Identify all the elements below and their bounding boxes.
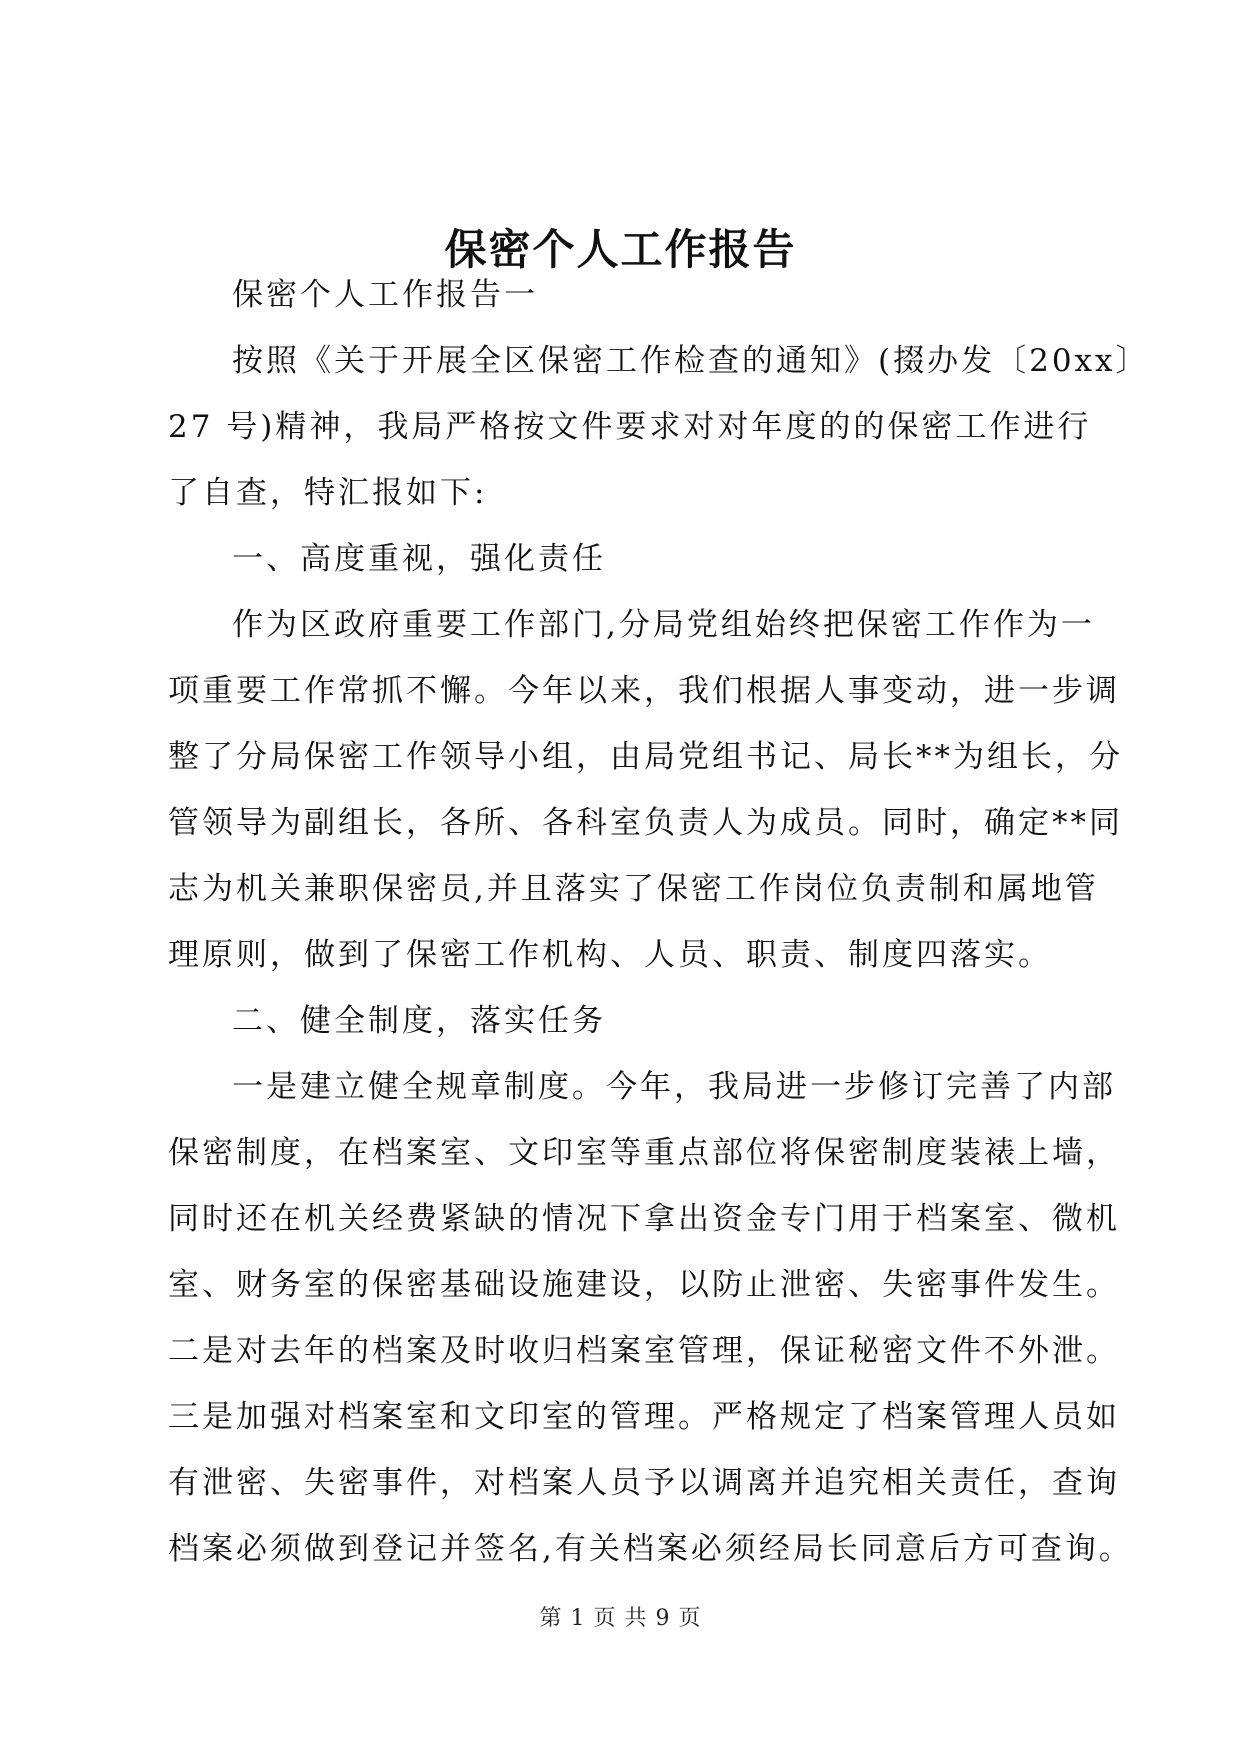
body-line: 27 号)精神，我局严格按文件要求对对年度的的保密工作进行 bbox=[168, 409, 1092, 445]
body-line: 了自查，特汇报如下: bbox=[168, 475, 488, 511]
document-title: 保密个人工作报告 bbox=[444, 225, 797, 274]
document-body bbox=[168, 262, 1150, 1582]
body-line: 档案必须做到登记并签名,有关档案必须经局长同意后方可查询。 bbox=[168, 1531, 1133, 1567]
section-heading: 二、健全制度，落实任务 bbox=[232, 1003, 606, 1039]
body-line: 保密个人工作报告一 bbox=[232, 277, 538, 313]
body-line: 项重要工作常抓不懈。今年以来，我们根据人事变动，进一步调 bbox=[168, 673, 1120, 709]
body-line: 整了分局保密工作领导小组，由局党组书记、局长**为组长，分 bbox=[168, 739, 1123, 775]
body-line: 管领导为副组长，各所、各科室负责人为成员。同时，确定**同 bbox=[168, 805, 1123, 841]
body-line: 室、财务室的保密基础设施建设，以防止泄密、失密事件发生。 bbox=[168, 1267, 1120, 1303]
body-line: 作为区政府重要工作部门,分局党组始终把保密工作作为一 bbox=[232, 607, 1095, 643]
body-line: 保密制度，在档案室、文印室等重点部位将保密制度装裱上墙， bbox=[168, 1135, 1120, 1171]
body-line: 二是对去年的档案及时收归档案室管理，保证秘密文件不外泄。 bbox=[168, 1333, 1120, 1369]
body-line: 三是加强对档案室和文印室的管理。严格规定了档案管理人员如 bbox=[168, 1399, 1120, 1435]
body-line: 同时还在机关经费紧缺的情况下拿出资金专门用于档案室、微机 bbox=[168, 1201, 1120, 1237]
body-line: 按照《关于开展全区保密工作检查的通知》(掇办发〔20xx〕 bbox=[232, 343, 1150, 379]
body-line: 一是建立健全规章制度。今年，我局进一步修订完善了内部 bbox=[232, 1069, 1116, 1105]
body-line: 志为机关兼职保密员,并且落实了保密工作岗位负责制和属地管 bbox=[168, 871, 1099, 907]
body-line: 理原则，做到了保密工作机构、人员、职责、制度四落实。 bbox=[168, 937, 1052, 973]
page-footer: 第 1 页 共 9 页 bbox=[539, 1606, 702, 1631]
body-line: 有泄密、失密事件，对档案人员予以调离并追究相关责任，查询 bbox=[168, 1465, 1120, 1501]
section-heading: 一、高度重视，强化责任 bbox=[232, 541, 606, 577]
